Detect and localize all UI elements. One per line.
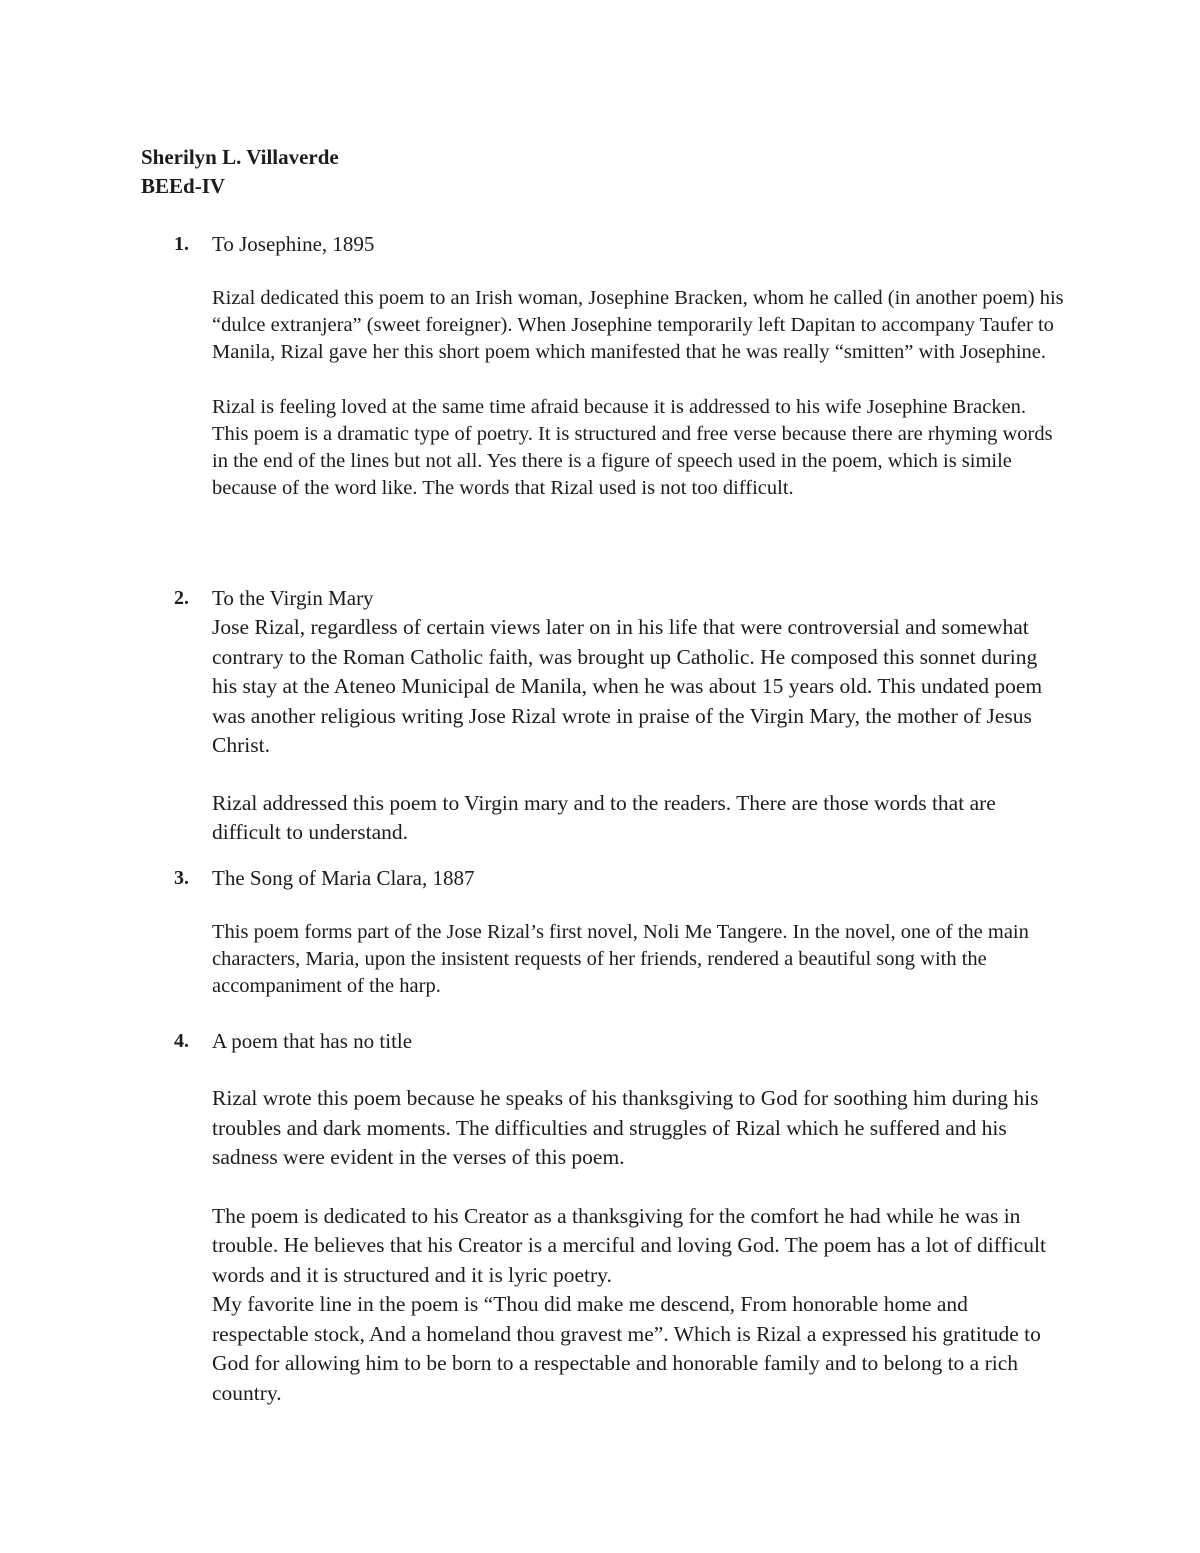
item-number: 1. — [174, 233, 189, 255]
paragraph: Jose Rizal, regardless of certain views later on in his life that were controversial and somewhat contrary to the Roman Catholic faith, was brought up Catholic. He composed this sonnet during his stay at the Ateneo Municipal de Manila, when he was about 15 years old. This undated poem was another religious writing Jose Rizal wrote in praise of the Virgin Mary, the mother of Jesus Christ. — [212, 615, 1043, 757]
poem-title: The Song of Maria Clara, 1887 — [212, 866, 475, 890]
item-body — [212, 230, 1067, 502]
author-name: Sherilyn L. Villaverde — [141, 145, 339, 169]
paragraph: The poem is dedicated to his Creator as a thanksgiving for the comfort he had while he was in trouble. He believes that his Creator is a merciful and loving God. The poem has a lot of difficult words and it is structured and it is lyric poetry. — [212, 1203, 1046, 1287]
poem-title: A poem that has no title — [212, 1029, 413, 1053]
item-body — [212, 584, 1067, 848]
item-number: 3. — [174, 867, 189, 889]
document-header — [141, 143, 339, 201]
paragraph: Rizal addressed this poem to Virgin mary and to the readers. There are those words that are difficult to understand. — [212, 790, 996, 844]
paragraph: This poem forms part of the Jose Rizal’s first novel, Noli Me Tangere. In the novel, one of the main characters, Maria, upon the insistent requests of her friends, rendered a beautiful song with the accompaniment of the harp. — [212, 921, 1029, 997]
item-number: 4. — [174, 1030, 189, 1052]
item-body — [212, 864, 1067, 1000]
paragraph: Rizal dedicated this poem to an Irish woman, Josephine Bracken, whom he called (in another poem) his “dulce extranjera” (sweet foreigner). When Josephine temporarily left Dapitan to accompany Taufer to Manila, Rizal gave her this short poem which manifested that he was really “smitten” with Josephine. — [212, 287, 1064, 363]
paragraph: My favorite line in the poem is “Thou did make me descend, From honorable home and respectable stock, And a homeland thou gravest me”. Which is Rizal a expressed his gratitude to God for allowing him to be born to a respectable and honorable family and to belong to a rich country. — [212, 1292, 1041, 1405]
paragraph: Rizal is feeling loved at the same time afraid because it is addressed to his wife Josephine Bracken. This poem is a dramatic type of poetry. It is structured and free verse because there are rhyming words in the end of the lines but not all. Yes there is a figure of speech used in the poem, which is simile because of the word like. The words that Rizal used is not too difficult. — [212, 396, 1053, 499]
item-number: 2. — [174, 587, 189, 609]
paragraph: Rizal wrote this poem because he speaks of his thanksgiving to God for soothing him during his troubles and dark moments. The difficulties and struggles of Rizal which he suffered and his sadness were evident in the verses of this poem. — [212, 1086, 1039, 1169]
item-body — [212, 1027, 1067, 1408]
poem-title: To the Virgin Mary — [212, 586, 374, 610]
poem-title: To Josephine, 1895 — [212, 232, 375, 256]
course-label: BEEd-IV — [141, 174, 226, 198]
